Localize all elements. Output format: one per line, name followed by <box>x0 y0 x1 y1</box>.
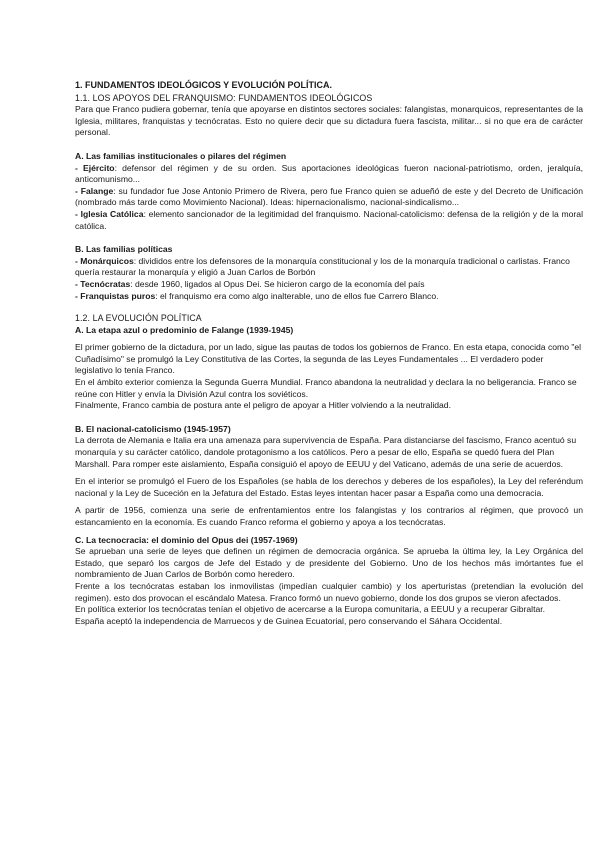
term-tecnocratas: - Tecnócratas <box>75 278 131 289</box>
list-item-franquistas: - Franquistas puros: el franquismo era como algo inalterable, uno de ellos fue Carrero Blanco. <box>75 290 439 301</box>
paragraph-b2-3: A partir de 1956, comienza una serie de enfrentamientos entre los falangistas y los contrarios al régimen, que provocó un estancamiento en la economía. Es cuando Franco reforma el gobierno y apoya a los tecnócratas. <box>75 505 583 527</box>
subheading-1-1: 1.1. LOS APOYOS DEL FRANQUISMO: FUNDAMENTOS IDEOLÓGICOS <box>75 92 373 103</box>
list-item-falange: - Falange: su fundador fue Jose Antonio Primero de Rivera, pero fue Franco quien se adueñó de este y del Decreto de Unificación (nombrado más tarde como Movimiento Nacional). Ideas: hipernacionalismo, nacional-sindicalismo... <box>75 185 583 208</box>
subheading-1-2: 1.2. LA EVOLUCIÓN POLÍTICA <box>75 313 202 324</box>
section-b2-title: B. El nacional-catolicismo (1945-1957) <box>75 423 231 434</box>
intro-paragraph: Para que Franco pudiera gobernar, tenía que apoyarse en distintos sectores sociales: falangistas, monarquicos, representantes de la Iglesia, militares, franquistas y tecnócratas. Esto no quiere decir que su dictadura fuera fascista, militar... si no que era de carácter personal. <box>75 104 583 138</box>
paragraph-c-3: En política exterior los tecnócratas tenían el objetivo de acercarse a la Europa comunitaria, a EEUU y a recuperar Gibraltar. <box>75 604 546 615</box>
term-monarquicos: - Monárquicos <box>75 255 134 266</box>
list-item-monarquicos: - Monárquicos: divididos entre los defensores de la monarquía constitucional y los de la monarquía tradicional o carlistas. Franco quería restaurar la monarquía y eligió a Juan Carlos de Borbón <box>75 255 570 278</box>
main-heading: 1. FUNDAMENTOS IDEOLÓGICOS Y EVOLUCIÓN POLÍTICA. <box>75 80 333 90</box>
list-item-ejercito: - Ejército: defensor del régimen y de su orden. Sus aportaciones ideológicas fueron nacional-patriotismo, orden, jeralquía, anticomunismo... <box>75 162 583 185</box>
paragraph-c-2: Frente a los tecnócratas estaban los inmovilistas (impedían cualquier cambio) y los aperturistas (pretendian la evolución del regimen). esto dos provocan el escándalo Matesa. Franco formó un nuevo gobierno, donde los dos grupos se vieron afectados. <box>75 580 583 603</box>
paragraph-b2-1: La derrota de Alemania e Italia era una amenaza para supervivencia de España. Para distanciarse del fascismo, Franco acentuó su monarquía y su carácter católico, dandole protagonismo a los católicos. Pero a pesar de ello, España se quedó fuera del Plan Marshall. Para romper este aislamiento, España consiguió el apoyo de EEUU y del Vaticano, además de una serie de acuerdos. <box>75 435 577 469</box>
paragraph-c-1: Se aprueban una serie de leyes que definen un régimen de democracia orgánica. Se aprueba la última ley, la Ley Orgánica del Estado, que separó los cargos de Jefe del Estado y de presidente del Gobierno. Uno de los hechos más imórtantes fue el nombramiento de Juan Carlos de Borbón como heredero. <box>75 546 583 580</box>
document-page <box>75 80 583 627</box>
list-item-tecnocratas: - Tecnócratas: desde 1960, ligados al Opus Dei. Se hicieron cargo de la economía del país <box>75 278 425 289</box>
section-c-title: C. La tecnocracia: el dominio del Opus dei (1957-1969) <box>75 534 298 545</box>
term-falange: - Falange <box>75 185 114 196</box>
list-item-iglesia: - Iglesia Católica: elemento sancionador de la legitimidad del franquismo. Nacional-catolicismo: defensa de la religión y de la moral católica. <box>75 208 583 231</box>
paragraph-a2-2: En el ámbito exterior comienza la Segunda Guerra Mundial. Franco abandona la neutralidad y declara la no beligerancia. Franco se reúne con Hitler y envía la División Azul contra los soviéticos. <box>75 377 577 399</box>
term-ejercito: - Ejército <box>75 162 115 173</box>
term-iglesia: - Iglesia Católica <box>75 208 144 219</box>
section-a2-title: A. La etapa azul o predominio de Falange (1939-1945) <box>75 324 294 335</box>
section-a-title: A. Las familias institucionales o pilares del régimen <box>75 150 287 161</box>
section-b-title: B. Las familias políticas <box>75 244 173 255</box>
paragraph-c-4: España aceptó la independencia de Marruecos y de Guinea Ecuatorial, pero conservando el Sáhara Occidental. <box>75 615 503 626</box>
paragraph-a2-1: El primer gobierno de la dictadura, por un lado, sigue las pautas de todos los gobiernos de Franco. En esta etapa, conocida como "el Cuñadísimo" se promulgó la Ley Constitutiva de las Cortes, la segunda de las Leyes Fundamentales ... El verdadero poder legislativo lo tenía Franco. <box>75 342 582 376</box>
term-franquistas: - Franquistas puros <box>75 290 156 301</box>
paragraph-b2-2: En el interior se promulgó el Fuero de los Españoles (se habla de los derechos y deberes de los españoles), la Ley del referéndum nacional y la Ley de Suceción en la Jefatura del Estado. Estas leyes intentan hacer pasar a España como una democracia. <box>75 476 583 498</box>
paragraph-a2-3: Finalmente, Franco cambia de postura ante el peligro de apoyar a Hitler volviendo a la neutralidad. <box>75 400 451 411</box>
